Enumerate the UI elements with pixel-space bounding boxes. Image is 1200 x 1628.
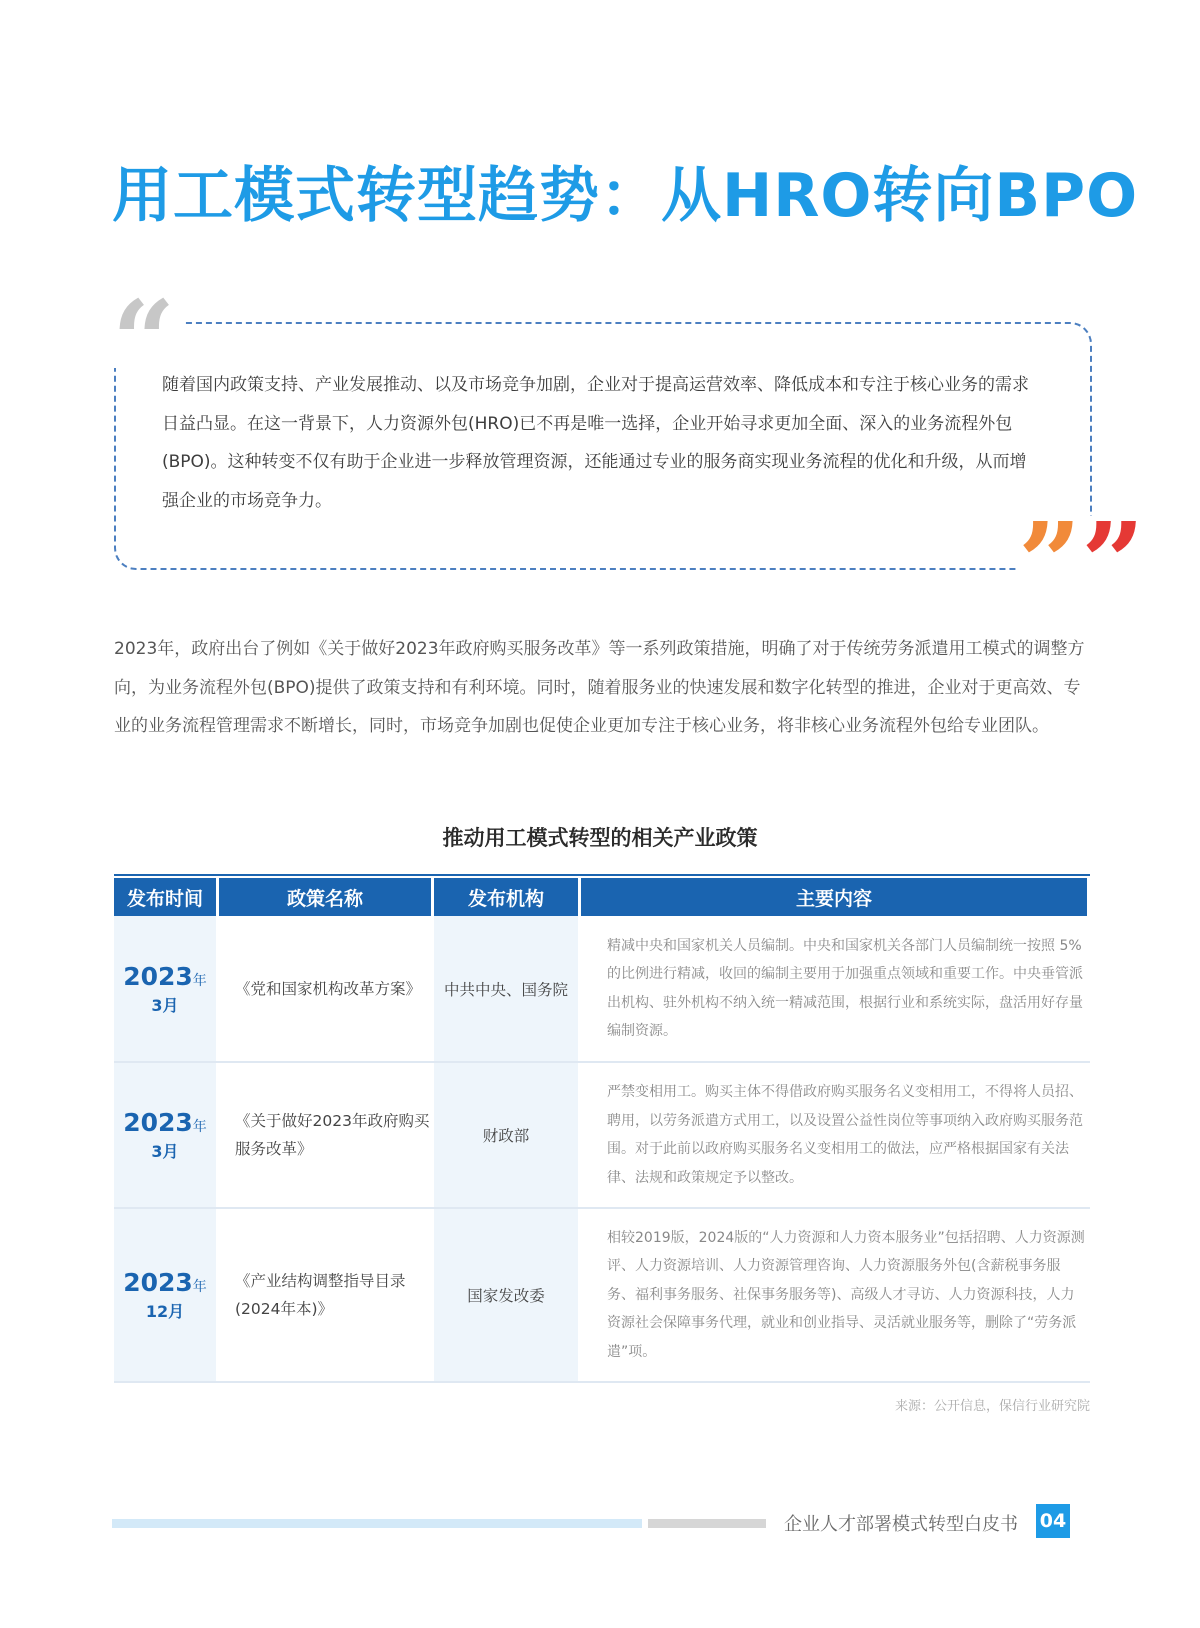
- policy-name: 《产业结构调整指导目录(2024年本)》: [235, 1272, 406, 1318]
- organization-cell: [434, 1209, 578, 1381]
- organization-cell: [434, 916, 578, 1061]
- month: 3月: [151, 1142, 179, 1161]
- policy-table: [114, 874, 1090, 1383]
- policy-name: 《关于做好2023年政府购买服务改革》: [235, 1112, 430, 1158]
- table-row: [114, 1209, 1090, 1383]
- close-quote-mark-red: ”: [1081, 498, 1145, 627]
- policy-name-cell: [219, 1209, 431, 1381]
- month: 3月: [151, 995, 179, 1015]
- year-label: 年: [192, 1119, 207, 1135]
- policy-name: 《党和国家机构改革方案》: [235, 979, 422, 998]
- page-number: 04: [1036, 1504, 1070, 1538]
- year-label: 年: [192, 1279, 207, 1295]
- header-date: 发布时间: [114, 878, 216, 916]
- date-cell: [114, 916, 216, 1061]
- date-cell: [114, 1063, 216, 1207]
- year: 2023: [123, 1108, 193, 1137]
- table-header-row: [114, 878, 1090, 916]
- policy-name-cell: [219, 916, 431, 1061]
- date-cell: [114, 1209, 216, 1381]
- footer-bar-blue: [112, 1519, 642, 1528]
- organization: 中共中央、国务院: [443, 980, 568, 999]
- header-organization: 发布机构: [434, 878, 578, 916]
- open-quote-icon: “: [112, 276, 176, 405]
- table-row: [114, 1063, 1090, 1209]
- table-title: 推动用工模式转型的相关产业政策: [442, 826, 758, 850]
- policy-content: 精减中央和国家机关人员编制。中央和国家机关各部门人员编制统一按照 5% 的比例进行精减，收回的编制主要用于加强重点领域和重要工作。中央垂管派出机构、驻外机构不纳入统一精减范围，根据行业和系统实际，盘活用好存量编制资源。: [607, 937, 1083, 1039]
- header-policy-name: 政策名称: [219, 878, 431, 916]
- policy-name-cell: [219, 1063, 431, 1207]
- content-cell: [581, 1209, 1087, 1381]
- policy-content: 严禁变相用工。购买主体不得借政府购买服务名义变相用工，不得将人员招、聘用，以劳务派遣方式用工，以及设置公益性岗位等事项纳入政府购买服务范围。对于此前以政府购买服务名义变相用工的做法，应严格根据国家有关法律、法规和政策规定予以整改。: [607, 1084, 1083, 1186]
- content-cell: [581, 1063, 1087, 1207]
- year: 2023: [123, 961, 193, 991]
- policy-content: 相较2019版，2024版的“人力资源和人力资本服务业”包括招聘、人力资源测评、人力资源培训、人力资源管理咨询、人力资源服务外包(含薪税事务服务、福利事务服务、社保事务服务等)、高级人才寻访、人力资源科技，人力资源社会保障事务代理，就业和创业指导、灵活就业服务等，删除了“劳务派遣”项。: [607, 1229, 1085, 1360]
- table-row: [114, 916, 1090, 1063]
- footer-bar-gray: [648, 1519, 766, 1528]
- header-content: 主要内容: [581, 878, 1087, 916]
- organization: 财政部: [482, 1127, 530, 1145]
- close-quote-mark-orange: ”: [1018, 498, 1082, 627]
- month: 12月: [145, 1302, 185, 1321]
- footer-title: 企业人才部署模式转型白皮书: [784, 1514, 1018, 1535]
- body-paragraph: 2023年，政府出台了例如《关于做好2023年政府购买服务改革》等一系列政策措施，明确了对于传统劳务派遣用工模式的调整方向，为业务流程外包(BPO)提供了政策支持和有利环境。同时，随着服务业的快速发展和数字化转型的推进，企业对于更高效、专业的业务流程管理需求不断增长，同时，市场竞争加剧也促使企业更加专注于核心业务，将非核心业务流程外包给专业团队。: [114, 639, 1085, 736]
- year: 2023: [123, 1268, 193, 1297]
- source-note: 来源：公开信息，保信行业研究院: [894, 1399, 1090, 1414]
- quote-text: 随着国内政策支持、产业发展推动、以及市场竞争加剧，企业对于提高运营效率、降低成本和专注于核心业务的需求日益凸显。在这一背景下，人力资源外包(HRO)已不再是唯一选择，企业开始寻求更加全面、深入的业务流程外包(BPO)。这种转变不仅有助于企业进一步释放管理资源，还能通过专业的服务商实现业务流程的优化和升级，从而增强企业的市场竞争力。: [162, 375, 1029, 511]
- year-label: 年: [192, 972, 207, 989]
- close-quote-icon: [1018, 498, 1145, 627]
- organization-cell: [434, 1063, 578, 1207]
- page-title: 用工模式转型趋势：从HRO转向BPO: [112, 161, 1139, 231]
- organization: 国家发改委: [467, 1287, 545, 1305]
- content-cell: [581, 916, 1087, 1061]
